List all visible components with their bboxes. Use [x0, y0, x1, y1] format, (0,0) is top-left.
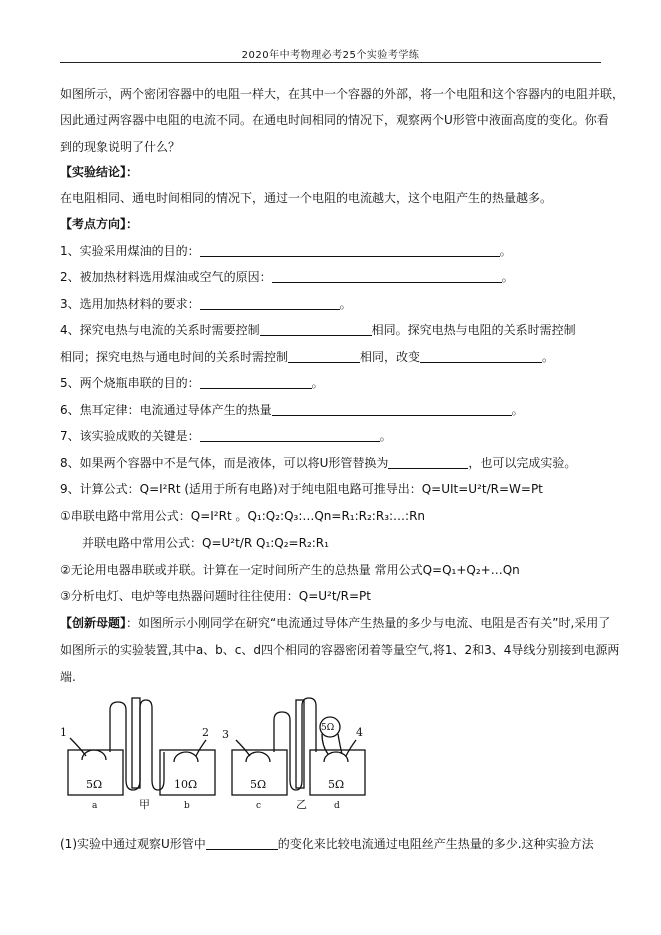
coil-c: [246, 752, 270, 762]
formula-line-4: ②无论用电器串联或并联。计算在一定时间所产生的总热量 常用公式Q=Q₁+Q₂+…Qn: [60, 563, 520, 577]
formula-line-1: 9、计算公式：Q=I²Rt (适用于所有电路)对于纯电阻电路可推导出：Q=UIt=U²t/R=W=Pt: [60, 482, 543, 496]
answer-blank-5[interactable]: [200, 376, 312, 389]
question-2: 2、被加热材料选用煤油或空气的原因： 。: [60, 270, 514, 284]
question-6: 6、焦耳定律：电流通过导体产生的热量 。: [60, 403, 524, 417]
conclusion-text: 在电阻相同、通电时间相同的情况下，通过一个电阻的电流越大，这个电阻产生的热量越多。: [60, 191, 553, 205]
answer-blank-7[interactable]: [200, 429, 380, 442]
wire-label-3: 3: [222, 728, 229, 741]
formula-line-2: ①串联电路中常用公式：Q=I²Rt 。Q₁:Q₂:Q₃:…Qn=R₁:R₂:R₃:…:Rn: [60, 509, 426, 523]
container-label-d: d: [334, 801, 340, 811]
wire-label-2: 2: [202, 726, 209, 739]
resistor-label-d: 5Ω: [328, 778, 345, 791]
question-1: 1、实验采用煤油的目的： 。: [60, 244, 512, 258]
answer-blank-2[interactable]: [272, 270, 502, 283]
answer-blank-1[interactable]: [200, 244, 500, 257]
innovation-line-2: 如图所示的实验装置,其中a、b、c、d四个相同的容器密闭着等量空气,将1、2和3、4导线分别接到电源两: [60, 643, 620, 657]
question-8: 8、如果两个容器中不是气体，而是液体，可以将U形管替换为 ，也可以完成实验。: [60, 456, 577, 470]
external-resistor-label: 5Ω: [321, 723, 335, 733]
intro-line-3: 到的现象说明了什么？: [60, 140, 181, 154]
container-label-b: b: [184, 801, 190, 811]
page-header: 2020年中考物理必考25个实验考学练: [241, 50, 420, 61]
conclusion-heading: 【实验结论】：: [60, 165, 139, 179]
header-rule: [60, 62, 601, 63]
question-4b: 相同；探究电热与通电时间的关系时需控制 相同，改变 。: [60, 350, 555, 364]
group-label-乙: 乙: [296, 798, 307, 811]
question-3: 3、选用加热材料的要求： 。: [60, 297, 352, 311]
formula-line-5: ③分析电灯、电炉等电热器问题时往往使用：Q=U²t/R=Pt: [60, 589, 371, 603]
question-3-text: 3、选用加热材料的要求：: [60, 297, 200, 311]
wire-label-4: 4: [356, 726, 363, 739]
coil-b: [174, 752, 198, 762]
formula-line-3: 并联电路中常用公式：Q=U²t/R Q₁:Q₂=R₂:R₁: [82, 536, 329, 550]
answer-blank-4a[interactable]: [260, 323, 372, 336]
question-5: 5、两个烧瓶串联的目的： 。: [60, 376, 324, 390]
resistor-label-c: 5Ω: [250, 778, 267, 791]
wire-2: [196, 740, 206, 756]
intro-line-2: 因此通过两容器中电阻的电流不同。在通电时间相同的情况下，观察两个U形管中液面高度的变化。你看: [60, 113, 609, 127]
focus-heading: 【考点方向】：: [60, 217, 139, 231]
container-label-c: c: [256, 801, 262, 811]
question-2-text: 2、被加热材料选用煤油或空气的原因：: [60, 270, 272, 284]
question-1-text: 1、实验采用煤油的目的：: [60, 244, 200, 258]
wire-4: [346, 740, 356, 756]
group-label-甲: 甲: [139, 798, 150, 811]
wire-1: [70, 738, 86, 756]
resistor-label-a: 5Ω: [86, 778, 103, 791]
answer-blank-3[interactable]: [200, 297, 340, 310]
u-tube-column-乙: [296, 700, 304, 788]
answer-blank-4c[interactable]: [420, 350, 542, 363]
innovation-heading: 【创新母题】: [60, 616, 127, 630]
container-label-a: a: [92, 801, 98, 811]
answer-blank-6[interactable]: [272, 403, 512, 416]
resistor-label-b: 10Ω: [174, 778, 198, 791]
u-tube-column-甲: [132, 698, 140, 788]
wire-3: [236, 740, 250, 756]
answer-blank-8[interactable]: [388, 456, 468, 469]
question-bottom: (1)实验中通过观察U形管中 的变化来比较电流通过电阻丝产生热量的多少.这种实验方法: [60, 837, 594, 851]
experiment-figure: [60, 690, 370, 815]
intro-line-1: 如图所示，两个密闭容器中的电阻一样大，在其中一个容器的外部，将一个电阻和这个容器内的电阻并联，: [60, 87, 625, 101]
question-4a: 4、探究电热与电流的关系时需要控制 相同。探究电热与电阻的关系时需控制: [60, 323, 576, 337]
answer-blank-4b[interactable]: [288, 350, 360, 363]
innovation-line-1: 【创新母题】：如图所示小刚同学在研究“电流通过导体产生热量的多少与电流、电阻是否有关”时,采用了: [60, 616, 611, 630]
question-7: 7、该实验成败的关键是： 。: [60, 429, 392, 443]
innovation-line-3: 端.: [60, 670, 76, 684]
answer-blank-bottom[interactable]: [206, 837, 278, 850]
wire-label-1: 1: [60, 726, 67, 739]
